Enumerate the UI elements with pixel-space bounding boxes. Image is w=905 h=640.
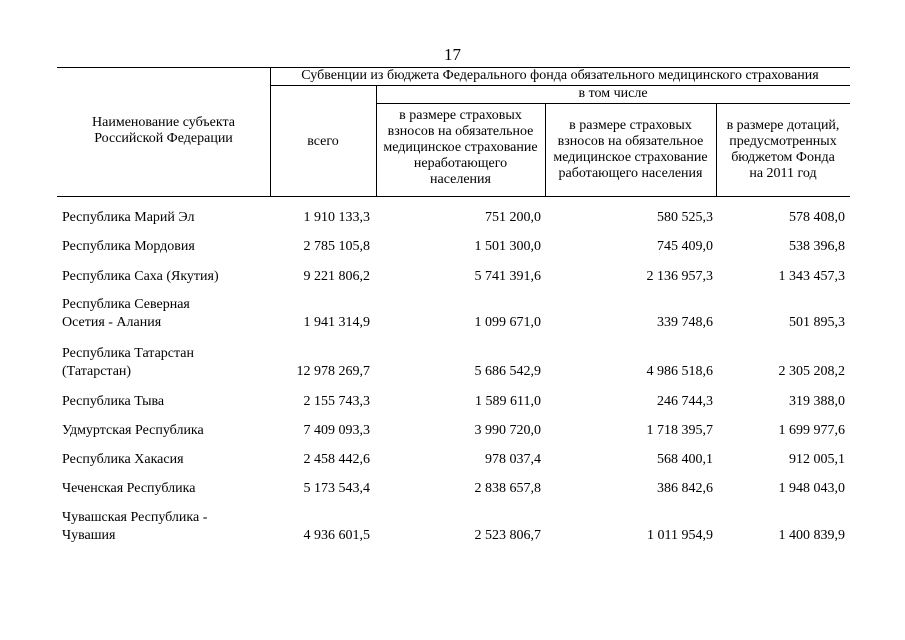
region-name-line: Республика Мордовия <box>62 239 195 254</box>
header-line: бюджетом Фонда <box>731 150 835 165</box>
header-line: населения <box>430 172 491 187</box>
header-line: Российской Федерации <box>94 131 233 146</box>
header-line: медицинское страхование <box>553 150 708 165</box>
cell-v2: 2 136 957,3 <box>646 269 713 284</box>
cell-v1: 5 741 391,6 <box>474 269 541 284</box>
region-name-line: Чеченская Республика <box>62 481 196 496</box>
row-region-name <box>62 480 292 498</box>
cell-total: 1 910 133,3 <box>303 210 370 225</box>
row-region-name <box>62 238 292 256</box>
cell-v3: 2 305 208,2 <box>778 364 845 379</box>
cell-v3: 501 895,3 <box>789 315 845 330</box>
header-line: предусмотренных <box>729 134 837 149</box>
region-name-line: Республика Тыва <box>62 394 165 409</box>
cell-v1: 2 523 806,7 <box>474 528 541 543</box>
cell-v3: 319 388,0 <box>789 394 845 409</box>
header-line: неработающего <box>413 156 508 171</box>
cell-v1: 978 037,4 <box>485 452 541 467</box>
row-region-name <box>62 268 292 286</box>
cell-total: 2 458 442,6 <box>303 452 370 467</box>
cell-v2: 386 842,6 <box>657 481 713 496</box>
row-region-name <box>62 296 292 332</box>
cell-v1: 1 099 671,0 <box>474 315 541 330</box>
region-name-line: Республика Хакасия <box>62 452 184 467</box>
region-name-line: Осетия - Алания <box>62 315 162 330</box>
header-line: в размере дотаций, <box>726 118 840 133</box>
subgroup-rule <box>376 103 850 104</box>
page-number: 17 <box>444 45 461 64</box>
cell-v1: 3 990 720,0 <box>474 423 541 438</box>
column-divider <box>270 67 271 197</box>
cell-total: 9 221 806,2 <box>303 269 370 284</box>
cell-total: 2 785 105,8 <box>303 239 370 254</box>
region-name-line: Чувашская Республика - <box>62 510 208 525</box>
row-region-name <box>62 422 292 440</box>
cell-v2: 1 011 954,9 <box>647 528 713 543</box>
header-group-title: Субвенции из бюджета Федерального фонда обязательного медицинского страхования <box>301 68 819 83</box>
cell-total: 7 409 093,3 <box>303 423 370 438</box>
cell-v3: 1 699 977,6 <box>778 423 845 438</box>
region-name-line: Республика Марий Эл <box>62 210 195 225</box>
header-name-col <box>57 115 270 147</box>
cell-v1: 1 589 611,0 <box>475 394 541 409</box>
header-line: в размере страховых <box>399 108 522 123</box>
cell-total: 1 941 314,9 <box>303 315 370 330</box>
cell-v3: 1 400 839,9 <box>778 528 845 543</box>
header-col4 <box>716 118 850 182</box>
header-line: Наименование субъекта <box>92 115 235 130</box>
header-line: работающего населения <box>558 166 703 181</box>
cell-v3: 1 948 043,0 <box>778 481 845 496</box>
header-col3 <box>545 118 716 182</box>
row-region-name <box>62 345 292 381</box>
region-name-line: Удмуртская Республика <box>62 423 204 438</box>
header-subgroup: в том числе <box>578 86 648 101</box>
cell-v1: 5 686 542,9 <box>474 364 541 379</box>
row-region-name <box>62 451 292 469</box>
header-line: медицинское страхование <box>383 140 538 155</box>
cell-v2: 339 748,6 <box>657 315 713 330</box>
row-region-name <box>62 509 292 545</box>
header-col2 <box>376 108 545 188</box>
header-line: взносов на обязательное <box>557 134 704 149</box>
header-total: всего <box>307 134 339 149</box>
cell-v2: 4 986 518,6 <box>646 364 713 379</box>
region-name-line: (Татарстан) <box>62 364 132 379</box>
cell-v2: 246 744,3 <box>657 394 713 409</box>
region-name-line: Чувашия <box>62 528 116 543</box>
header-line: на 2011 год <box>749 166 817 181</box>
cell-v3: 912 005,1 <box>789 452 845 467</box>
cell-v2: 580 525,3 <box>657 210 713 225</box>
row-region-name <box>62 393 292 411</box>
cell-v1: 2 838 657,8 <box>474 481 541 496</box>
cell-total: 5 173 543,4 <box>303 481 370 496</box>
cell-total: 12 978 269,7 <box>296 364 370 379</box>
cell-v1: 1 501 300,0 <box>474 239 541 254</box>
cell-total: 2 155 743,3 <box>303 394 370 409</box>
cell-v2: 568 400,1 <box>657 452 713 467</box>
header-line: в размере страховых <box>569 118 692 133</box>
cell-v3: 1 343 457,3 <box>778 269 845 284</box>
cell-v2: 1 718 395,7 <box>646 423 713 438</box>
region-name-line: Республика Татарстан <box>62 346 195 361</box>
cell-v3: 578 408,0 <box>789 210 845 225</box>
cell-v3: 538 396,8 <box>789 239 845 254</box>
cell-v1: 751 200,0 <box>485 210 541 225</box>
region-name-line: Республика Северная <box>62 297 190 312</box>
cell-v2: 745 409,0 <box>657 239 713 254</box>
header-bottom-rule <box>57 196 850 197</box>
header-line: взносов на обязательное <box>387 124 534 139</box>
cell-total: 4 936 601,5 <box>303 528 370 543</box>
region-name-line: Республика Саха (Якутия) <box>62 269 219 284</box>
row-region-name <box>62 209 292 227</box>
